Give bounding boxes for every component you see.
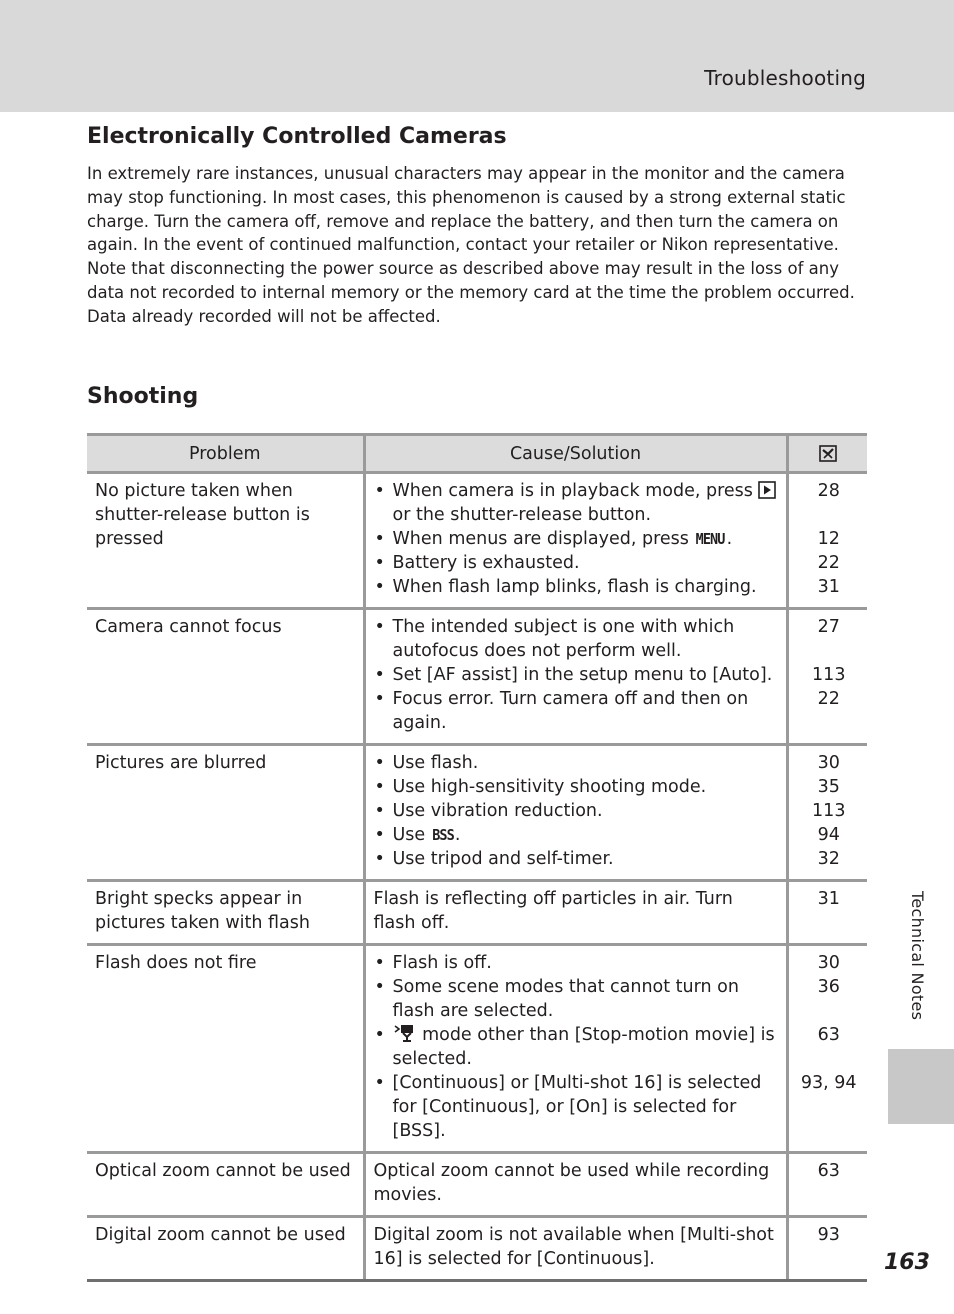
section-body: In extremely rare instances, unusual characters may appear in the monitor and the camera may stop functioning. In most cases, this phenomenon is caused by a strong external static charge. Turn the camera off, remove and replace the battery, and then turn the camera on again. In the event of continued malfunction, contact your retailer or Nikon representative. Note that disconnecting the power source as described above may result in the loss of any data not recorded to internal memory or the memory card at the time the problem occurred. Data already recorded will not be affected. — [87, 164, 855, 326]
cause-text: Battery is exhausted. — [392, 553, 580, 573]
table-row — [87, 881, 867, 945]
page-ref: 28 — [817, 481, 840, 501]
page-ref: 12 — [817, 529, 840, 549]
page-ref: 93, 94 — [800, 1073, 857, 1093]
header-band — [0, 0, 954, 112]
cause-text: When menus are displayed, press — [392, 529, 695, 549]
menu-symbol: MENU — [696, 530, 726, 548]
table-header-row — [87, 435, 867, 473]
page-ref-cell — [787, 745, 867, 881]
problem-cell: Bright specks appear in pictures taken with flash — [87, 881, 364, 945]
cause-item — [374, 847, 780, 871]
problem-cell: Digital zoom cannot be used — [87, 1217, 364, 1281]
cause-item — [374, 1071, 780, 1143]
cause-list — [374, 751, 780, 871]
cause-text: When flash lamp blinks, flash is charging. — [392, 577, 757, 597]
table-row — [87, 745, 867, 881]
cause-item — [374, 1023, 780, 1071]
page-ref: 63 — [817, 1161, 840, 1181]
bss-symbol: BSS — [431, 826, 454, 844]
page-ref: 113 — [812, 665, 846, 685]
cause-text: Flash is off. — [392, 953, 492, 973]
page-ref: 27 — [817, 617, 840, 637]
page-ref-cell — [787, 1153, 867, 1217]
cause-cell — [364, 609, 787, 745]
cause-text: Use tripod and self-timer. — [392, 849, 614, 869]
problem-cell: Pictures are blurred — [87, 745, 364, 881]
page-ref: 22 — [817, 689, 840, 709]
cause-item — [374, 975, 780, 1023]
page-ref: 94 — [817, 825, 840, 845]
cause-item — [374, 479, 780, 527]
page-ref-cell — [787, 1217, 867, 1281]
movie-mode-icon — [393, 1025, 417, 1045]
cause-cell: Flash is reflecting off particles in air. Turn flash off. — [364, 881, 787, 945]
table-row — [87, 1153, 867, 1217]
cause-list — [374, 951, 780, 1143]
cause-item — [374, 615, 780, 663]
cause-cell: Optical zoom cannot be used while recording movies. — [364, 1153, 787, 1217]
cause-text: . — [726, 529, 733, 549]
cause-list — [374, 615, 780, 735]
table-row — [87, 473, 867, 609]
cause-list — [374, 479, 780, 599]
cause-text: Use vibration reduction. — [392, 801, 603, 821]
cause-item — [374, 799, 780, 823]
page-ref: 30 — [817, 753, 840, 773]
page-ref-cell — [787, 881, 867, 945]
table-row — [87, 945, 867, 1153]
playback-button-icon — [758, 481, 776, 501]
cause-item — [374, 551, 780, 575]
cause-item — [374, 751, 780, 775]
side-tab-label: Technical Notes — [908, 891, 927, 1021]
cause-text: Some scene modes that cannot turn on flash are selected. — [392, 977, 739, 1021]
page-ref: 31 — [817, 889, 840, 909]
page-ref: 63 — [817, 1025, 840, 1045]
page-ref: 22 — [817, 553, 840, 573]
cause-text: mode other than [Stop-motion movie] is selected. — [392, 1025, 775, 1069]
section-heading: Electronically Controlled Cameras — [87, 124, 507, 149]
page-number: 163 — [884, 1250, 930, 1275]
cause-item — [374, 575, 780, 599]
page-ref-cell — [787, 945, 867, 1153]
cause-item — [374, 527, 780, 551]
column-header-cause: Cause/Solution — [364, 435, 787, 473]
page-ref: 36 — [817, 977, 840, 997]
cause-text: Use high-sensitivity shooting mode. — [392, 777, 707, 797]
column-header-page — [787, 435, 867, 473]
cause-cell — [364, 945, 787, 1153]
cause-text: or the shutter-release button. — [392, 505, 652, 525]
side-tab — [888, 1049, 954, 1124]
cause-item — [374, 775, 780, 799]
cause-text: Focus error. Turn camera off and then on again. — [392, 689, 749, 733]
cause-item — [374, 663, 780, 687]
cause-text: [Continuous] or [Multi-shot 16] is selected for [Continuous], or [On] is selected for [BSS]. — [392, 1073, 762, 1141]
cause-item — [374, 823, 780, 847]
running-header: Troubleshooting — [704, 66, 866, 90]
page-ref: 35 — [817, 777, 840, 797]
page-ref: 30 — [817, 953, 840, 973]
cause-cell — [364, 473, 787, 609]
page-ref-cell — [787, 609, 867, 745]
troubleshooting-table — [87, 433, 867, 1282]
cause-text: Set [AF assist] in the setup menu to [Auto]. — [392, 665, 773, 685]
problem-cell: Flash does not fire — [87, 945, 364, 1153]
table-row — [87, 1217, 867, 1281]
column-header-problem: Problem — [87, 435, 364, 473]
problem-cell: Optical zoom cannot be used — [87, 1153, 364, 1217]
cause-text: The intended subject is one with which autofocus does not perform well. — [392, 617, 735, 661]
page-ref: 93 — [817, 1225, 840, 1245]
cause-text: When camera is in playback mode, press — [392, 481, 759, 501]
page-ref-cell — [787, 473, 867, 609]
cause-cell — [364, 745, 787, 881]
page-ref: 113 — [812, 801, 846, 821]
cause-item — [374, 687, 780, 735]
cause-text: . — [454, 825, 461, 845]
problem-cell: No picture taken when shutter-release button is pressed — [87, 473, 364, 609]
table-row — [87, 609, 867, 745]
page-ref: 31 — [817, 577, 840, 597]
cause-text: Use flash. — [392, 753, 479, 773]
problem-cell: Camera cannot focus — [87, 609, 364, 745]
book-reference-icon — [819, 445, 837, 462]
shooting-heading: Shooting — [87, 384, 199, 409]
cause-cell: Digital zoom is not available when [Multi-shot 16] is selected for [Continuous]. — [364, 1217, 787, 1281]
cause-text: Use — [392, 825, 431, 845]
cause-item — [374, 951, 780, 975]
page-ref: 32 — [817, 849, 840, 869]
